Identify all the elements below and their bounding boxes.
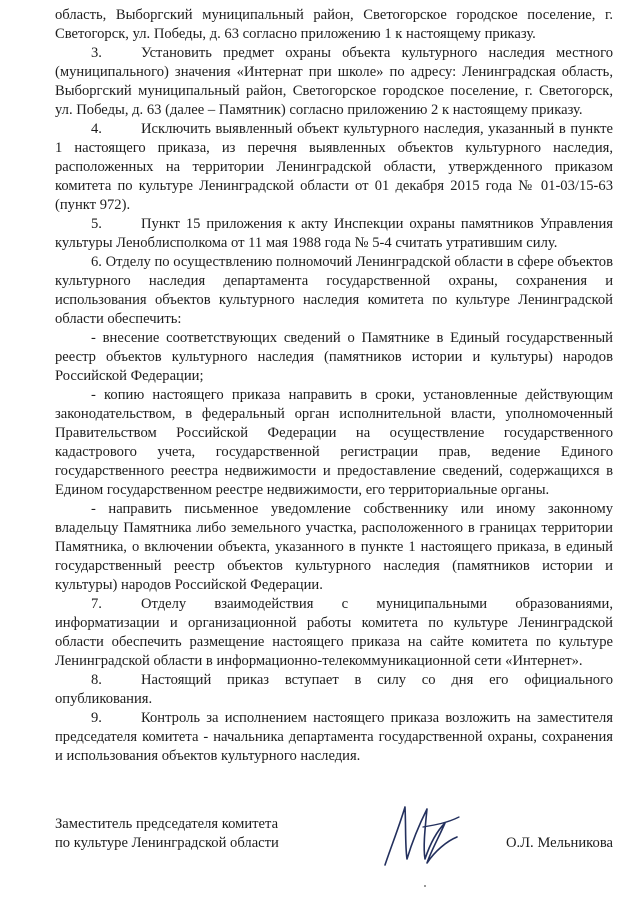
paragraph-text: 6. Отделу по осуществлению полномочий Ленинградской области в сфере объектов культурного наследия департамента государственной охраны, сохранения и использования объектов культурного наследия комитета по культуре Ленинградской области обеспечить: bbox=[55, 254, 613, 327]
paragraph-9 bbox=[55, 709, 613, 766]
paragraph-6 bbox=[55, 253, 613, 329]
paragraph-number: 8. bbox=[91, 672, 102, 688]
bullet-text: - копию настоящего приказа направить в сроки, установленные действующим законодательством, в федеральный орган исполнительной власти, уполномоченный Правительством Российской Федерации на осуществление государственного кадастрового учета, государственной регистрации прав, ведение Единого государственного реестра недвижимости и предоставление сведений, содержащихся в Едином государственном реестре недвижимости, его территориальные органы. bbox=[55, 387, 613, 498]
bullet-send-copy bbox=[55, 386, 613, 500]
paragraph-continuation bbox=[55, 6, 613, 44]
paragraph-text: область, Выборгский муниципальный район, Светогорское городское поселение, г. Светогорск, ул. Победы, д. 63 согласно приложению 1 к настоящему приказу. bbox=[55, 7, 613, 42]
position-line-2: по культуре Ленинградской области bbox=[55, 835, 279, 851]
paragraph-number: 3. bbox=[91, 45, 102, 61]
bullet-notify-owner bbox=[55, 500, 613, 595]
handwritten-signature bbox=[365, 797, 465, 877]
bullet-text: - внесение соответствующих сведений о Памятнике в Единый государственный реестр объектов культурного наследия (памятников истории и культуры) народов Российской Федерации; bbox=[55, 330, 613, 384]
bullet-text: - направить письменное уведомление собственнику или иному законному владельцу Памятника либо земельного участка, расположенного в границах территории Памятника, о включении объекта, указанного в пункте 1 настоящего приказа, в единый государственный реестр объектов культурного наследия (памятников истории и культуры) народов Российской Федерации. bbox=[55, 501, 613, 593]
bullet-registry bbox=[55, 329, 613, 386]
paragraph-7 bbox=[55, 595, 613, 671]
signatory-name: О.Л. Мельникова bbox=[505, 835, 613, 851]
paragraph-text: Контроль за исполнением настоящего приказа возложить на заместителя председателя комитета - начальника департамента государственной охраны, сохранения и использования объектов культурного наследия. bbox=[55, 710, 613, 764]
paragraph-text: Пункт 15 приложения к акту Инспекции охраны памятников Управления культуры Леноблисполкома от 11 мая 1988 года № 5-4 считать утратившим силу. bbox=[55, 216, 613, 251]
paragraph-8 bbox=[55, 671, 613, 709]
paragraph-3 bbox=[55, 44, 613, 120]
paragraph-text: Отделу взаимодействия с муниципальными образованиями, информатизации и организационной работы комитета по культуре Ленинградской области обеспечить размещение настоящего приказа на сайте комитета по культуре Ленинградской области в информационно-телекоммуникационной сети «Интернет». bbox=[55, 596, 613, 669]
paragraph-number: 5. bbox=[91, 216, 102, 232]
paragraph-text: Исключить выявленный объект культурного наследия, указанный в пункте 1 настоящего приказа, из перечня выявленных объектов культурного наследия, расположенных на территории Ленинградской области, утвержденного приказом комитета по культуре Ленинградской области от 01 декабря 2015 года № 01-03/15-63 (пункт 972). bbox=[55, 121, 613, 213]
paragraph-4 bbox=[55, 120, 613, 215]
scan-speck bbox=[424, 885, 426, 887]
paragraph-5 bbox=[55, 215, 613, 253]
paragraph-text: Настоящий приказ вступает в силу со дня его официального опубликования. bbox=[55, 672, 613, 707]
document-body bbox=[55, 6, 613, 766]
paragraph-number: 9. bbox=[91, 710, 102, 726]
paragraph-text: Установить предмет охраны объекта культурного наследия местного (муниципального) значения «Интернат при школе» по адресу: Ленинградская область, Выборгский муниципальный район, Светогорское городское поселение, г. Светогорск, ул. Победы, д. 63 (далее – Памятник) согласно приложению 2 к настоящему приказу. bbox=[55, 45, 613, 118]
paragraph-number: 4. bbox=[91, 121, 102, 137]
paragraph-number: 7. bbox=[91, 596, 102, 612]
signature-block bbox=[55, 815, 613, 875]
position-line-1: Заместитель председателя комитета bbox=[55, 816, 279, 832]
signatory-position bbox=[55, 815, 279, 853]
